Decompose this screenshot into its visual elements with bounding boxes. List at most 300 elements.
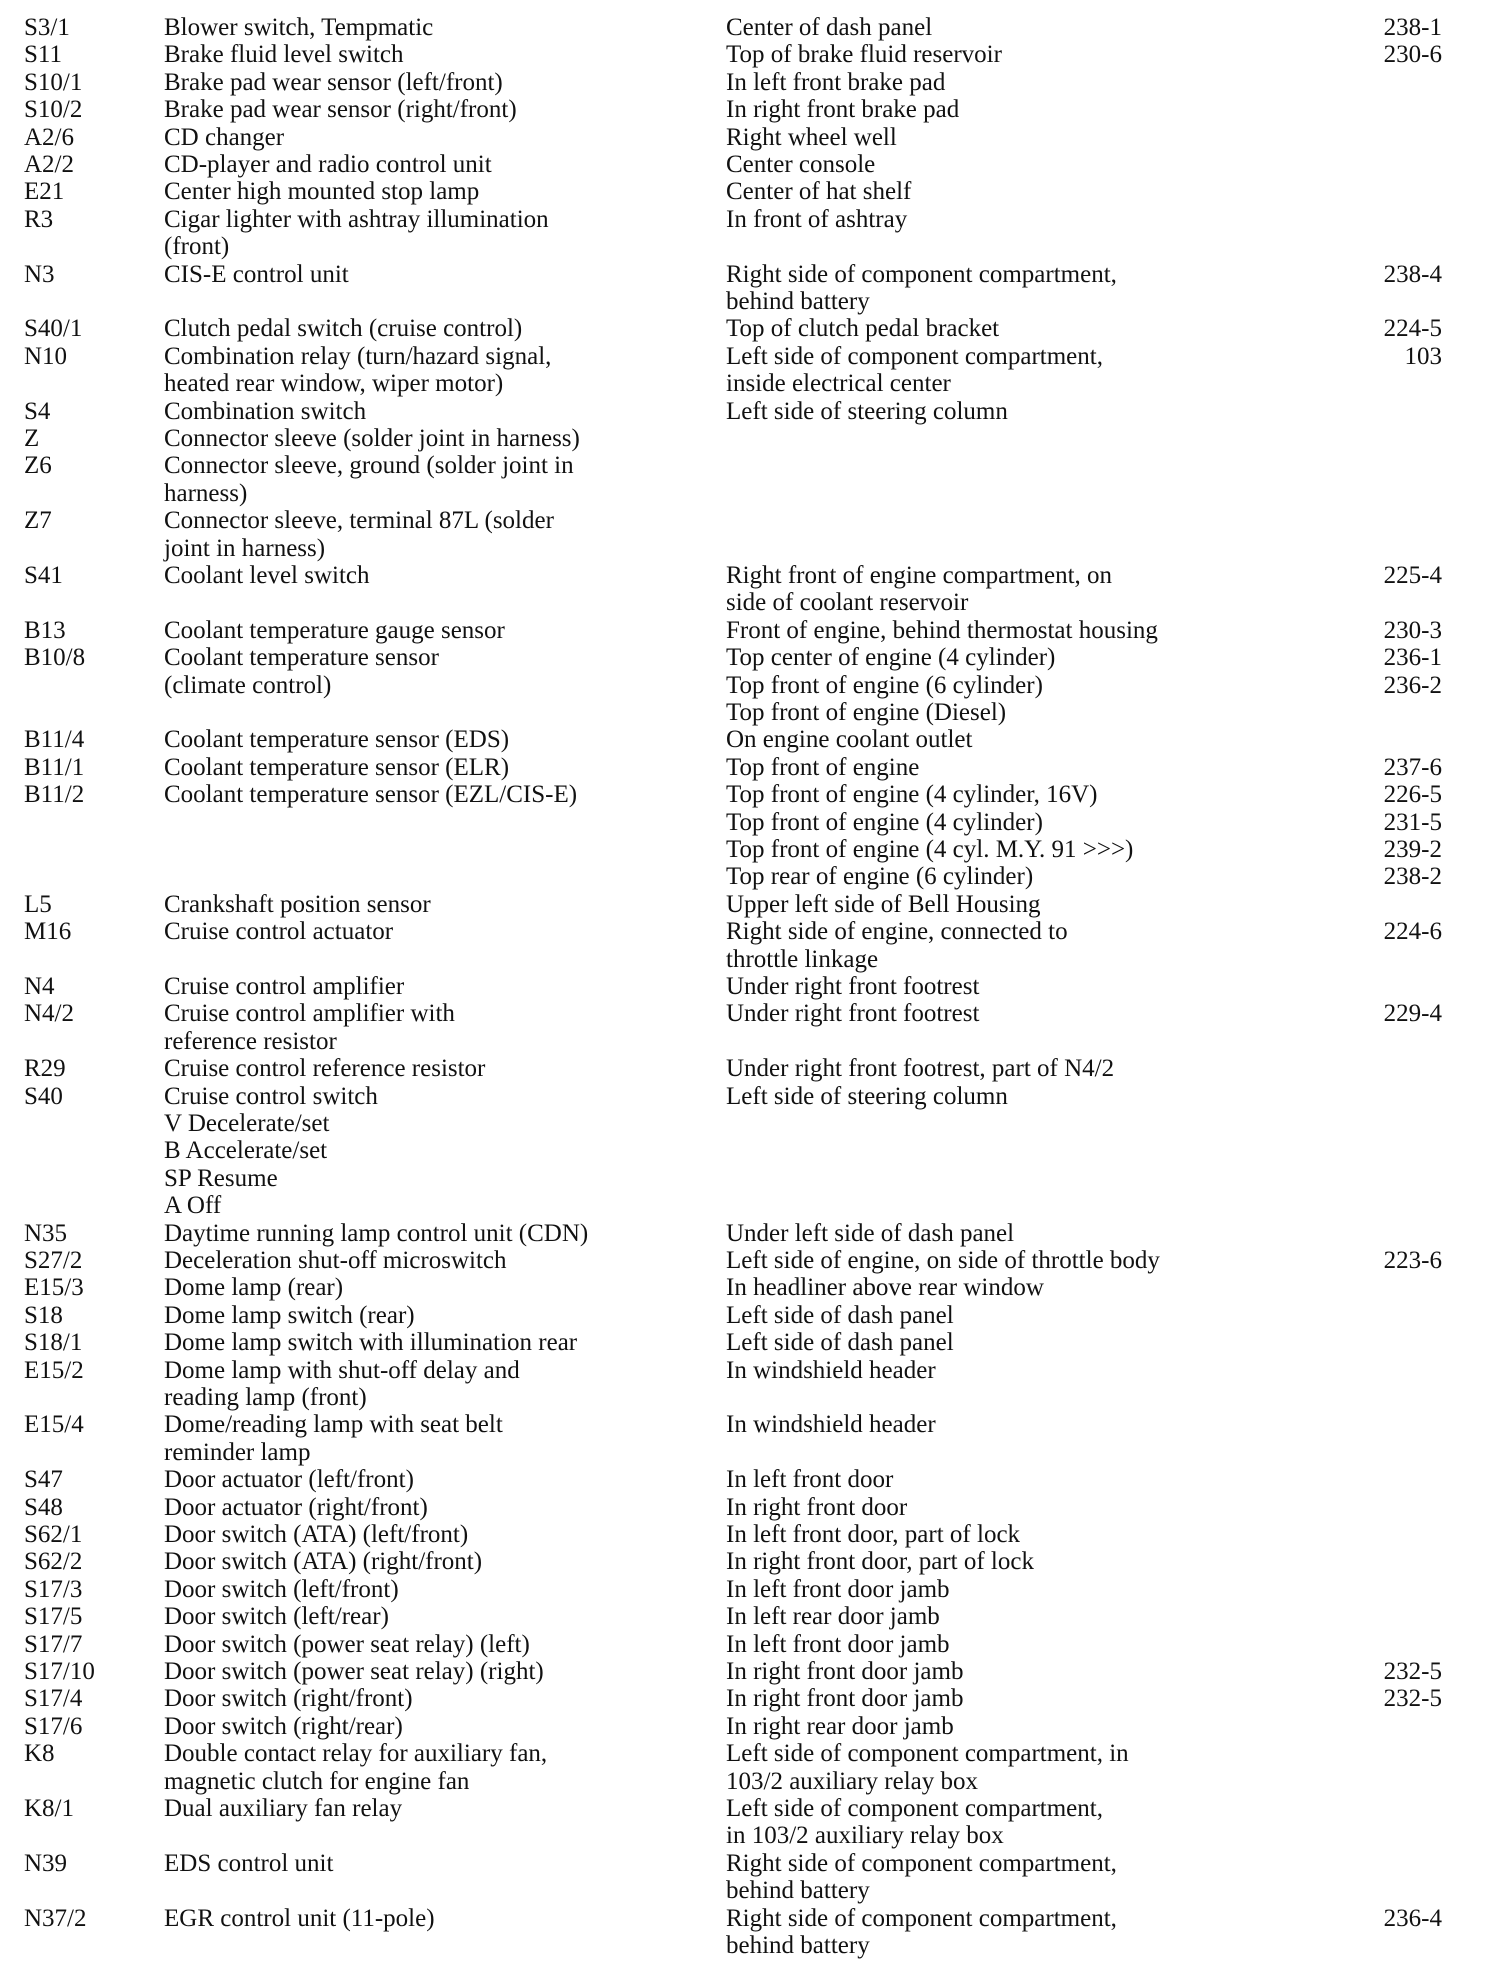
- table-row: [0, 1357, 1504, 1412]
- component-description: [164, 507, 554, 562]
- component-description: [164, 1329, 577, 1356]
- figure-number: 238-4: [1383, 260, 1442, 288]
- component-code: S18/1: [24, 1329, 83, 1357]
- component-code: A2/2: [24, 151, 74, 178]
- figure-number: 239-2: [1383, 835, 1442, 863]
- figure-number: 103: [1404, 342, 1442, 370]
- location-line: Center console: [726, 151, 876, 178]
- table-row: [0, 151, 1504, 178]
- figure-reference: [1334, 398, 1442, 425]
- figure-reference: [1334, 781, 1442, 891]
- description-line: Door switch (power seat relay) (left): [164, 1630, 530, 1658]
- figure-reference: [1334, 1658, 1442, 1685]
- component-code: B10/8: [24, 644, 86, 672]
- figure-reference: [1334, 206, 1442, 233]
- description-line: Crankshaft position sensor: [164, 890, 431, 918]
- component-location: [726, 1466, 893, 1493]
- component-code: R3: [24, 205, 54, 233]
- description-line: Daytime running lamp control unit (CDN): [164, 1219, 589, 1247]
- component-description: [164, 1220, 588, 1247]
- location-line: Top center of engine (4 cylinder): [726, 644, 1056, 672]
- figure-number: 236-4: [1383, 1904, 1442, 1932]
- figure-reference: [1334, 1795, 1442, 1822]
- table-row: [0, 1274, 1504, 1301]
- figure-reference: [1334, 14, 1442, 41]
- component-code: S47: [24, 1466, 63, 1494]
- description-line: Brake pad wear sensor (left/front): [164, 68, 503, 96]
- component-description: [164, 562, 370, 589]
- component-description: [164, 781, 577, 808]
- figure-reference: [1334, 1603, 1442, 1630]
- component-description: [164, 151, 492, 178]
- figure-number: 238-2: [1383, 863, 1442, 891]
- component-location: [726, 343, 1103, 398]
- component-description: [164, 398, 366, 425]
- table-row: [0, 562, 1504, 617]
- table-row: [0, 1850, 1504, 1905]
- location-line: in 103/2 auxiliary relay box: [726, 1822, 1004, 1850]
- component-description: [164, 1247, 506, 1274]
- location-line: In right front door, part of lock: [726, 1548, 1034, 1576]
- table-row: [0, 1494, 1504, 1521]
- component-code: B13: [24, 616, 66, 644]
- figure-reference: [1334, 1631, 1442, 1658]
- component-code: B11/4: [24, 726, 85, 754]
- figure-reference: [1334, 1521, 1442, 1548]
- figure-reference: [1334, 1685, 1442, 1712]
- component-code: S62/1: [24, 1521, 83, 1548]
- figure-number: [1334, 206, 1442, 233]
- component-location: [726, 261, 1117, 316]
- component-location: [726, 1521, 1020, 1548]
- description-line: A Off: [164, 1192, 222, 1220]
- figure-number: 236-1: [1383, 644, 1442, 672]
- description-line: Coolant temperature sensor (ELR): [164, 753, 510, 781]
- table-row: [0, 1603, 1504, 1630]
- table-row: [0, 1055, 1504, 1082]
- location-line: In right front brake pad: [726, 96, 960, 124]
- location-line: Top of brake fluid reservoir: [726, 41, 1002, 69]
- table-row: [0, 1740, 1504, 1795]
- figure-reference: [1334, 507, 1442, 534]
- component-code: B11/1: [24, 753, 85, 781]
- table-row: [0, 1576, 1504, 1603]
- table-row: [0, 973, 1504, 1000]
- figure-number: [1334, 1850, 1442, 1877]
- location-line: Front of engine, behind thermostat housing: [726, 616, 1158, 644]
- component-location: [726, 1850, 1117, 1905]
- component-description: [164, 1548, 482, 1575]
- location-line: Right side of component compartment,: [726, 1849, 1117, 1877]
- description-line: heated rear window, wiper motor): [164, 370, 504, 398]
- component-description: [164, 1083, 378, 1220]
- table-row: [0, 315, 1504, 342]
- component-location: [726, 1329, 954, 1356]
- component-code: S17/5: [24, 1603, 83, 1631]
- description-line: Combination switch: [164, 397, 367, 425]
- figure-number: [1334, 1302, 1442, 1329]
- figure-number: 224-6: [1383, 918, 1442, 946]
- component-location: [726, 151, 875, 178]
- description-line: Cigar lighter with ashtray illumination: [164, 205, 549, 233]
- location-line: Center of dash panel: [726, 14, 933, 41]
- component-location: [726, 1658, 963, 1685]
- location-line: Left side of steering column: [726, 1082, 1008, 1110]
- table-row: [0, 1658, 1504, 1685]
- component-code: S18: [24, 1301, 63, 1329]
- description-line: Brake fluid level switch: [164, 41, 404, 69]
- figure-number: [1334, 178, 1442, 205]
- figure-reference: [1334, 343, 1442, 370]
- component-location: [726, 1685, 963, 1712]
- description-line: harness): [164, 479, 248, 507]
- component-location: [726, 918, 1068, 973]
- table-row: [0, 425, 1504, 452]
- component-location: [726, 1548, 1034, 1575]
- component-code: B11/2: [24, 781, 85, 809]
- location-line: In left front door: [726, 1466, 894, 1494]
- description-line: Cruise control reference resistor: [164, 1055, 486, 1083]
- figure-number: 232-5: [1383, 1685, 1442, 1713]
- figure-number: [1334, 96, 1442, 123]
- table-row: [0, 96, 1504, 123]
- description-line: Cruise control amplifier: [164, 973, 405, 1000]
- figure-reference: [1334, 1247, 1442, 1274]
- description-line: B Accelerate/set: [164, 1137, 328, 1165]
- description-line: Cruise control switch: [164, 1082, 378, 1110]
- table-row: [0, 206, 1504, 261]
- component-location: [726, 178, 911, 205]
- figure-reference: [1334, 425, 1442, 452]
- figure-number: [1334, 1494, 1442, 1521]
- location-line: On engine coolant outlet: [726, 726, 973, 754]
- component-code: S17/6: [24, 1712, 83, 1740]
- figure-reference: [1334, 151, 1442, 178]
- component-location: [726, 206, 907, 233]
- figure-number: 236-2: [1383, 671, 1442, 699]
- component-code: S41: [24, 562, 63, 589]
- location-line: In right rear door jamb: [726, 1712, 954, 1740]
- component-location: [726, 1083, 1008, 1110]
- component-code: S48: [24, 1493, 63, 1521]
- location-line: In left front door jamb: [726, 1630, 950, 1658]
- description-line: Cruise control actuator: [164, 918, 394, 946]
- figure-reference: [1334, 41, 1442, 68]
- component-code: A2/6: [24, 123, 74, 151]
- component-code: S3/1: [24, 14, 70, 41]
- location-line: Left side of engine, on side of throttle body: [726, 1247, 1160, 1274]
- figure-number: [1334, 891, 1442, 918]
- figure-number: [1334, 1083, 1442, 1110]
- table-row: [0, 178, 1504, 205]
- figure-number: [1334, 1576, 1442, 1603]
- component-location: [726, 398, 1008, 425]
- component-code: M16: [24, 918, 72, 946]
- location-line: In front of ashtray: [726, 205, 908, 233]
- component-code: E15/4: [24, 1411, 84, 1439]
- figure-reference: [1334, 562, 1442, 589]
- component-location: [726, 973, 979, 1000]
- description-line: Connector sleeve, terminal 87L (solder: [164, 507, 554, 535]
- component-description: [164, 261, 349, 288]
- location-line: side of coolant reservoir: [726, 589, 969, 617]
- component-location: [726, 69, 945, 96]
- component-code: S11: [24, 41, 62, 69]
- component-description: [164, 1521, 468, 1548]
- table-row: [0, 726, 1504, 753]
- location-line: Top front of engine (Diesel): [726, 698, 1007, 726]
- description-line: Double contact relay for auxiliary fan,: [164, 1740, 548, 1768]
- component-location: [726, 1905, 1117, 1960]
- component-code: N3: [24, 260, 55, 288]
- location-line: Left side of component compartment, in: [726, 1740, 1129, 1768]
- figure-reference: [1334, 726, 1442, 753]
- component-location: [726, 1631, 950, 1658]
- component-code: S17/3: [24, 1575, 83, 1603]
- description-line: Coolant temperature sensor (EZL/CIS-E): [164, 781, 578, 809]
- location-line: Top front of engine: [726, 753, 920, 781]
- component-description: [164, 452, 574, 507]
- component-description: [164, 1000, 455, 1055]
- component-description: [164, 1631, 530, 1658]
- figure-number: 238-1: [1383, 14, 1442, 41]
- table-row: [0, 1795, 1504, 1850]
- component-code: N39: [24, 1849, 68, 1877]
- component-location: [726, 1274, 1044, 1301]
- figure-number: [1334, 398, 1442, 425]
- component-code: E15/3: [24, 1274, 84, 1302]
- location-line: 103/2 auxiliary relay box: [726, 1767, 979, 1795]
- figure-number: 237-6: [1383, 753, 1442, 781]
- component-code: N10: [24, 342, 68, 370]
- component-code: Z6: [24, 452, 52, 480]
- figure-number: [1334, 726, 1442, 753]
- location-line: throttle linkage: [726, 945, 879, 973]
- component-code: S40: [24, 1082, 63, 1110]
- figure-reference: [1334, 1083, 1442, 1110]
- component-description: [164, 891, 431, 918]
- description-line: Door actuator (left/front): [164, 1466, 414, 1494]
- location-line: In left rear door jamb: [726, 1603, 940, 1631]
- component-code: K8: [24, 1740, 55, 1768]
- location-line: Left side of component compartment,: [726, 1795, 1103, 1822]
- component-description: [164, 124, 284, 151]
- location-line: Top front of engine (4 cyl. M.Y. 91 >>>): [726, 835, 1134, 863]
- table-row: [0, 918, 1504, 973]
- component-code: R29: [24, 1055, 66, 1083]
- location-line: In left front door jamb: [726, 1575, 950, 1603]
- component-location: [726, 1795, 1103, 1850]
- component-code: S62/2: [24, 1548, 83, 1576]
- component-description: [164, 617, 505, 644]
- table-row: [0, 14, 1504, 41]
- figure-reference: [1334, 124, 1442, 151]
- figure-number: [1334, 1713, 1442, 1740]
- figure-number: 224-5: [1383, 315, 1442, 343]
- location-line: In right front door: [726, 1493, 908, 1521]
- component-location: [726, 617, 1158, 644]
- figure-number: 229-4: [1383, 1000, 1442, 1028]
- component-location: [726, 1302, 954, 1329]
- figure-number: [1334, 1329, 1442, 1356]
- component-location: [726, 891, 1041, 918]
- location-line: Left side of dash panel: [726, 1329, 954, 1357]
- component-description: [164, 14, 433, 41]
- table-row: [0, 754, 1504, 781]
- table-row: [0, 1905, 1504, 1960]
- component-description: [164, 206, 549, 261]
- figure-number: [1334, 1631, 1442, 1658]
- component-description: [164, 1274, 343, 1301]
- description-line: Door switch (power seat relay) (right): [164, 1658, 544, 1685]
- location-line: Right wheel well: [726, 123, 897, 151]
- description-line: Door switch (left/rear): [164, 1603, 389, 1631]
- figure-reference: [1334, 1740, 1442, 1767]
- description-line: EGR control unit (11-pole): [164, 1904, 435, 1932]
- component-description: [164, 973, 404, 1000]
- table-row: [0, 398, 1504, 425]
- location-line: Under right front footrest, part of N4/2: [726, 1055, 1115, 1083]
- component-location: [726, 1411, 936, 1438]
- table-row: [0, 1631, 1504, 1658]
- component-description: [164, 1494, 428, 1521]
- component-code: N37/2: [24, 1904, 87, 1932]
- description-line: Dome lamp switch with illumination rear: [164, 1329, 578, 1357]
- location-line: Under right front footrest: [726, 1000, 980, 1028]
- component-code: N4: [24, 973, 55, 1000]
- figure-number: [1334, 1357, 1442, 1384]
- component-description: [164, 1658, 544, 1685]
- location-line: In right front door jamb: [726, 1685, 964, 1713]
- figure-number: [1334, 1795, 1442, 1822]
- location-line: Right side of engine, connected to: [726, 918, 1068, 946]
- table-row: [0, 343, 1504, 398]
- component-location: [726, 644, 1055, 726]
- component-location: [726, 1603, 940, 1630]
- component-code: S17/7: [24, 1630, 83, 1658]
- figure-reference: [1334, 178, 1442, 205]
- location-line: Center of hat shelf: [726, 178, 912, 206]
- table-row: [0, 1713, 1504, 1740]
- location-line: In headliner above rear window: [726, 1274, 1044, 1302]
- description-line: reading lamp (front): [164, 1383, 367, 1411]
- table-row: [0, 1329, 1504, 1356]
- component-description: [164, 1055, 485, 1082]
- table-row: [0, 1466, 1504, 1493]
- figure-number: [1334, 1603, 1442, 1630]
- location-line: Left side of steering column: [726, 397, 1008, 425]
- location-line: Upper left side of Bell Housing: [726, 890, 1041, 918]
- location-line: Left side of dash panel: [726, 1301, 954, 1329]
- component-code: Z7: [24, 507, 52, 535]
- component-description: [164, 69, 503, 96]
- figure-reference: [1334, 1357, 1442, 1384]
- location-line: Top front of engine (4 cylinder, 16V): [726, 781, 1098, 809]
- figure-number: 230-6: [1383, 41, 1442, 69]
- location-line: behind battery: [726, 287, 870, 315]
- description-line: joint in harness): [164, 534, 326, 562]
- figure-reference: [1334, 891, 1442, 918]
- component-code: N35: [24, 1219, 68, 1247]
- component-description: [164, 425, 580, 452]
- location-line: Top front of engine (6 cylinder): [726, 671, 1043, 699]
- description-line: Combination relay (turn/hazard signal,: [164, 342, 552, 370]
- table-row: [0, 1685, 1504, 1712]
- component-location: [726, 1576, 950, 1603]
- component-location: [726, 41, 1002, 68]
- component-location: [726, 1494, 907, 1521]
- table-row: [0, 891, 1504, 918]
- figure-number: 223-6: [1383, 1247, 1442, 1274]
- figure-reference: [1334, 1466, 1442, 1493]
- description-line: Cruise control amplifier with: [164, 1000, 455, 1028]
- component-code: E21: [24, 178, 65, 206]
- component-code: K8/1: [24, 1795, 74, 1822]
- description-line: EDS control unit: [164, 1849, 334, 1877]
- component-location: [726, 1055, 1114, 1082]
- description-line: Center high mounted stop lamp: [164, 178, 480, 206]
- description-line: Connector sleeve, ground (solder joint in: [164, 452, 574, 480]
- figure-number: 231-5: [1383, 808, 1442, 836]
- component-location: [726, 1740, 1129, 1795]
- location-line: In right front door jamb: [726, 1658, 964, 1685]
- component-description: [164, 918, 393, 945]
- table-row: [0, 69, 1504, 96]
- figure-reference: [1334, 452, 1442, 479]
- figure-reference: [1334, 617, 1442, 644]
- component-code: S17/10: [24, 1658, 95, 1685]
- figure-number: [1334, 425, 1442, 452]
- location-line: Top front of engine (4 cylinder): [726, 808, 1043, 836]
- location-line: Under right front footrest: [726, 973, 980, 1000]
- component-code: L5: [24, 890, 52, 918]
- description-line: Coolant level switch: [164, 562, 370, 589]
- description-line: reminder lamp: [164, 1438, 311, 1466]
- figure-reference: [1334, 1548, 1442, 1575]
- component-description: [164, 1411, 503, 1466]
- description-line: Dome lamp switch (rear): [164, 1301, 415, 1329]
- figure-reference: [1334, 1274, 1442, 1301]
- figure-number: [1334, 1466, 1442, 1493]
- table-row: [0, 781, 1504, 891]
- figure-reference: [1334, 261, 1442, 288]
- component-description: [164, 1603, 389, 1630]
- table-row: [0, 41, 1504, 68]
- description-line: Coolant temperature gauge sensor: [164, 616, 505, 644]
- location-line: Right side of component compartment,: [726, 260, 1117, 288]
- description-line: magnetic clutch for engine fan: [164, 1767, 470, 1795]
- component-location: [726, 726, 972, 753]
- figure-number: [1334, 1055, 1442, 1082]
- component-description: [164, 1466, 414, 1493]
- figure-reference: [1334, 1000, 1442, 1027]
- figure-reference: [1334, 1494, 1442, 1521]
- figure-number: [1334, 124, 1442, 151]
- component-location: [726, 1357, 936, 1384]
- component-code: S17/4: [24, 1685, 83, 1713]
- description-line: Door switch (ATA) (right/front): [164, 1548, 483, 1576]
- location-line: Right front of engine compartment, on: [726, 562, 1113, 589]
- component-description: [164, 1713, 403, 1740]
- description-line: Dual auxiliary fan relay: [164, 1795, 403, 1822]
- component-location: [726, 562, 1112, 617]
- table-row: [0, 1411, 1504, 1466]
- component-description: [164, 726, 509, 753]
- description-line: Door switch (right/front): [164, 1685, 413, 1713]
- component-location: [726, 1220, 1014, 1247]
- figure-reference: [1334, 1713, 1442, 1740]
- component-location: [726, 1000, 979, 1027]
